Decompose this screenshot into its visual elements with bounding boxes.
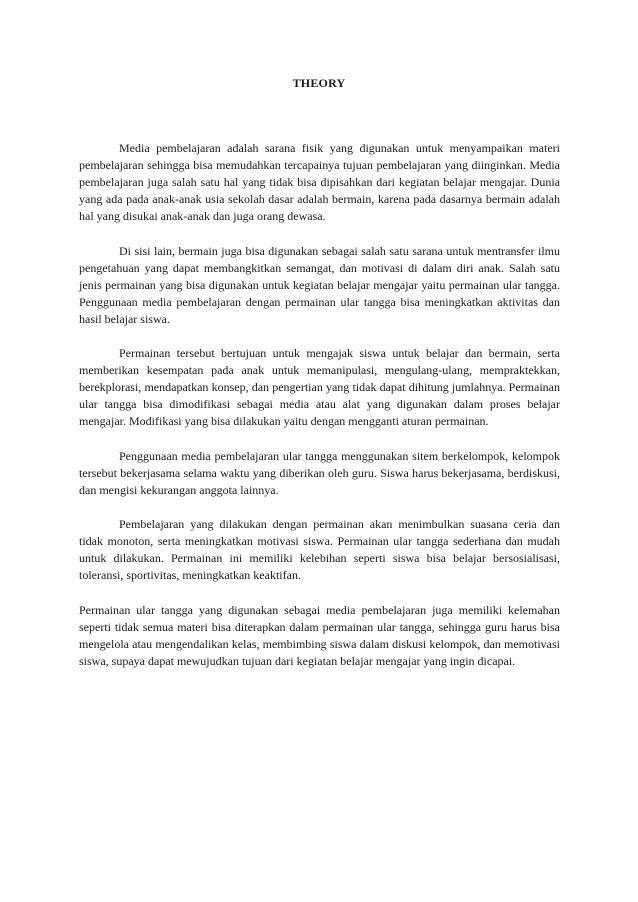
paragraph-4: Penggunaan media pembelajaran ular tangga menggunakan sitem berkelompok, kelompok tersebut bekerjasama selama waktu yang diberikan oleh guru. Siswa harus bekerjasama, berdiskusi, dan mengisi kekurangan anggota lainnya. (79, 448, 560, 497)
document-body (79, 140, 560, 687)
document-title: THEORY (292, 76, 346, 90)
paragraph-6: Permainan ular tangga yang digunakan sebagai media pembelajaran juga memiliki kelemahan seperti tidak semua materi bisa diterapkan dalam permainan ular tangga, sehingga guru harus bisa mengelola atau mengendalikan kelas, membimbing siswa dalam diskusi kelompok, dan memotivasi siswa, supaya dapat mewujudkan tujuan dari kegiatan belajar mengajar yang ingin dicapai. (79, 602, 560, 668)
paragraph-3: Permainan tersebut bertujuan untuk mengajak siswa untuk belajar dan bermain, serta memberikan kesempatan pada anak untuk memanipulasi, mengulang-ulang, mempraktekkan, berekplorasi, mendapatkan konsep, dan pengertian yang tidak dapat dihitung jumlahnya. Permainan ular tangga bisa dimodifikasi sebagai media atau alat yang digunakan dalam proses belajar mengajar. Modifikasi yang bisa dilakukan yaitu dengan mengganti aturan permainan. (79, 346, 560, 428)
paragraph-2: Di sisi lain, bermain juga bisa digunakan sebagai salah satu sarana untuk mentransfer ilmu pengetahuan yang dapat membangkitkan semangat, dan motivasi di dalam diri anak. Salah satu jenis permainan yang bisa digunakan untuk kegiatan belajar mengajar yaitu permainan ular tangga. Penggunaan media pembelajaran dengan permainan ular tangga bisa meningkatkan aktivitas dan hasil belajar siswa. (79, 243, 560, 326)
paragraph-5: Pembelajaran yang dilakukan dengan permainan akan menimbulkan suasana ceria dan tidak monoton, serta meningkatkan motivasi siswa. Permainan ular tangga sederhana dan mudah untuk dilakukan. Permainan ini memiliki kelebihan seperti siswa bisa belajar bersosialisasi, toleransi, sportivitas, meningkatkan keaktifan. (79, 517, 560, 582)
paragraph-1: Media pembelajaran adalah sarana fisik yang digunakan untuk menyampaikan materi pembelajaran sehingga bisa memudahkan tercapainya tujuan pembelajaran yang diinginkan. Media pembelajaran juga salah satu hal yang tidak bisa dipisahkan dari kegiatan belajar mengajar. Dunia yang ada pada anak-anak usia sekolah dasar adalah bermain, karena pada dasarnya bermain adalah hal yang disukai anak-anak dan juga orang dewasa. (79, 141, 560, 223)
